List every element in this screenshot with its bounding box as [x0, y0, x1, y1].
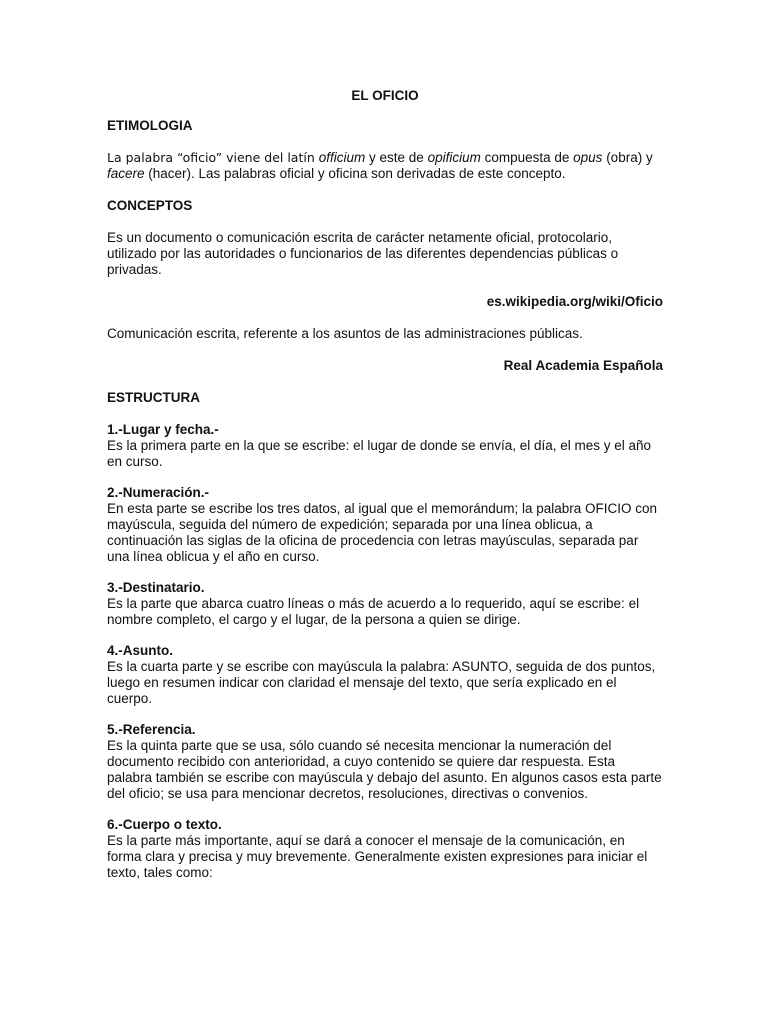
section-numeracion: [107, 485, 663, 565]
heading-estructura: ESTRUCTURA: [107, 390, 200, 405]
term-facere: facere: [107, 166, 145, 181]
term-officium: officium: [318, 150, 366, 165]
document-title: EL OFICIO: [351, 88, 419, 103]
document-page: [107, 86, 663, 896]
term-opificium: opificium: [427, 150, 481, 165]
section-cuerpo-texto: [107, 817, 663, 881]
etimologia-text-2: compuesta de: [480, 150, 574, 165]
source-rae: Real Academia Española: [503, 358, 663, 373]
section-title: 5.-Referencia.: [107, 722, 196, 737]
section-text: Es la primera parte en la que se escribe: el lugar de donde se envía, el día, el mes y el año en curso.: [107, 438, 652, 469]
section-text: Es la parte más importante, aquí se dará a conocer el mensaje de la comunicación, en forma clara y precisa y muy brevemente. Generalmente existen expresiones para iniciar el texto, tales como:: [107, 833, 648, 880]
section-title: 2.-Numeración.-: [107, 485, 210, 500]
heading-conceptos: CONCEPTOS: [107, 198, 193, 213]
concepto-definition-2: Comunicación escrita, referente a los asuntos de las administraciones públicas.: [107, 326, 583, 341]
etimologia-text-4: (hacer). Las palabras oficial y oficina son derivadas de este concepto.: [144, 166, 566, 181]
section-referencia: [107, 722, 663, 802]
section-title: 6.-Cuerpo o texto.: [107, 817, 222, 832]
section-text: Es la parte que abarca cuatro líneas o más de acuerdo a lo requerido, aquí se escribe: el nombre completo, el cargo y el lugar, de la persona a quien se dirige.: [107, 596, 640, 627]
etimologia-paragraph: [107, 150, 663, 182]
concepto-definition-1: Es un documento o comunicación escrita de carácter netamente oficial, protocolario, utilizado por las autoridades o funcionarios de las diferentes dependencias públicas o privadas.: [107, 230, 619, 277]
source-wikipedia: es.wikipedia.org/wiki/Oficio: [486, 294, 663, 309]
section-destinatario: [107, 580, 663, 628]
term-opus: opus: [573, 150, 603, 165]
section-text: Es la cuarta parte y se escribe con mayúscula la palabra: ASUNTO, seguida de dos puntos, luego en resumen indicar con claridad el mensaje del texto, que sería explicado en el cuerpo.: [107, 659, 656, 706]
section-text: En esta parte se escribe los tres datos, al igual que el memorándum; la palabra OFICIO con mayúscula, seguida del número de expedición; separada por una línea oblicua, a continuación las siglas de la oficina de procedencia con letras mayúsculas, separada par una línea oblicua y el año en curso.: [107, 501, 658, 564]
etimologia-text-3: (obra) y: [602, 150, 653, 165]
section-title: 4.-Asunto.: [107, 643, 173, 658]
etimologia-lead: La palabra “oficio” viene del latín: [107, 150, 319, 165]
etimologia-text-1: y este de: [365, 150, 428, 165]
section-asunto: [107, 643, 663, 707]
section-text: Es la quinta parte que se usa, sólo cuando sé necesita mencionar la numeración del documento recibido con anterioridad, a cuyo contenido se quiere dar respuesta. Esta palabra también se escribe con mayúscula y debajo del asunto. En algunos casos esta parte del oficio; se usa para mencionar decretos, resoluciones, directivas o convenios.: [107, 738, 662, 801]
section-title: 1.-Lugar y fecha.-: [107, 422, 219, 437]
section-title: 3.-Destinatario.: [107, 580, 205, 595]
heading-etimologia: ETIMOLOGIA: [107, 118, 193, 133]
section-lugar-fecha: [107, 422, 663, 470]
